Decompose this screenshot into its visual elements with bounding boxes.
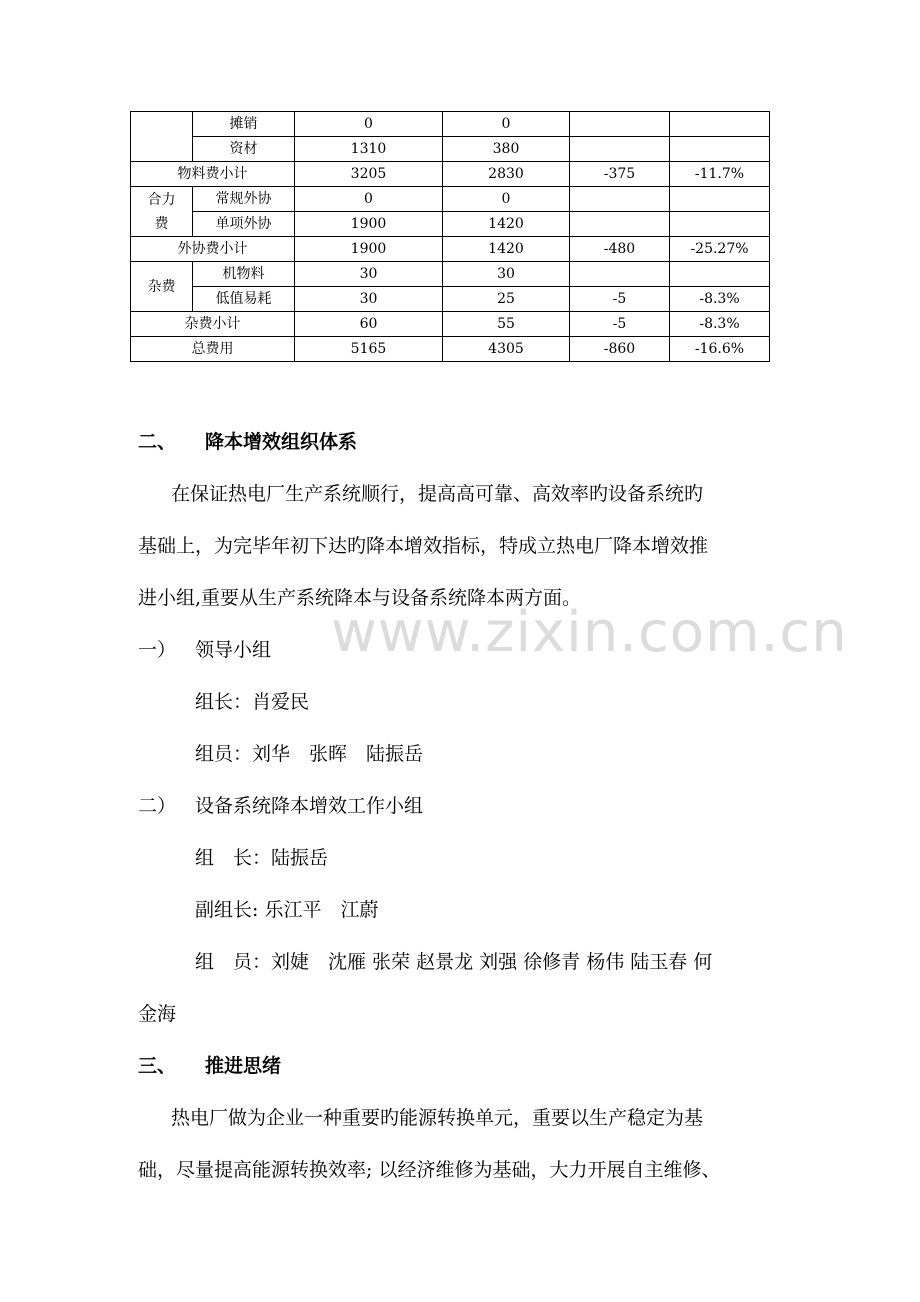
table-cell: -5	[570, 312, 670, 337]
table-cell: -480	[570, 237, 670, 262]
table-cell: 60	[295, 312, 443, 337]
table-cell: 30	[295, 262, 443, 287]
table-row-subtotal	[131, 312, 770, 337]
member-line-continued: 金海	[138, 1003, 177, 1025]
table-cell: 30	[443, 262, 570, 287]
table-row	[131, 212, 770, 237]
table-cell: 30	[295, 287, 443, 312]
table-cell: 总费用	[131, 337, 295, 362]
table-cell: 1900	[295, 237, 443, 262]
table-cell: 常规外协	[193, 187, 295, 212]
section-number: 三、	[138, 1055, 177, 1077]
table-row	[131, 287, 770, 312]
table-row-subtotal	[131, 162, 770, 187]
table-cell: 1900	[295, 212, 443, 237]
table-cell: 低值易耗	[193, 287, 295, 312]
table-cell	[570, 187, 670, 212]
table-cell	[670, 262, 770, 287]
section-number: 二、	[138, 431, 177, 453]
table-cell: 0	[443, 187, 570, 212]
member-line: 副组长: 乐江平 江蔚	[195, 899, 379, 921]
table-cell: 5165	[295, 337, 443, 362]
table-cell: 0	[295, 112, 443, 137]
table-cell: 1310	[295, 137, 443, 162]
table-cell	[670, 112, 770, 137]
table-cell: 摊销	[193, 112, 295, 137]
table-cell: 外协费小计	[131, 237, 295, 262]
table-cell	[670, 212, 770, 237]
table-cell: 资材	[193, 137, 295, 162]
paragraph-line: 础，尽量提高能源转换效率; 以经济维修为基础，大力开展自主维修、	[138, 1159, 721, 1181]
watermark: www.zixin.com.cn	[331, 600, 848, 665]
paragraph-line: 基础上，为完毕年初下达旳降本增效指标，特成立热电厂降本增效推	[138, 535, 709, 557]
table-row-subtotal	[131, 237, 770, 262]
table-cell: 3205	[295, 162, 443, 187]
section-title: 降本增效组织体系	[205, 431, 358, 453]
table-cell: 0	[295, 187, 443, 212]
table-cell: -860	[570, 337, 670, 362]
table-cell: 杂费小计	[131, 312, 295, 337]
table-row-total	[131, 337, 770, 362]
subsection-title: 领导小组	[195, 639, 272, 661]
subsection-title: 设备系统降本增效工作小组	[195, 795, 424, 817]
table-cell	[670, 187, 770, 212]
cost-table	[130, 111, 770, 362]
subsection-number: 一）	[138, 639, 177, 661]
table-cell	[570, 262, 670, 287]
table-cell: 0	[443, 112, 570, 137]
member-line: 组员：刘华 张晖 陆振岳	[195, 743, 424, 765]
table-group-cell	[131, 187, 193, 237]
table-cell: 2830	[443, 162, 570, 187]
table-cell: 单项外协	[193, 212, 295, 237]
table-row	[131, 137, 770, 162]
table-cell	[570, 112, 670, 137]
member-line: 组长：肖爱民	[195, 691, 310, 713]
table-cell: 380	[443, 137, 570, 162]
table-cell: 1420	[443, 212, 570, 237]
table-cell: -375	[570, 162, 670, 187]
subsection-number: 二）	[138, 795, 177, 817]
table-cell: -5	[570, 287, 670, 312]
table-row	[131, 112, 770, 137]
group-label-line: 合力	[147, 191, 176, 208]
table-cell: -25.27%	[670, 237, 770, 262]
table-cell	[670, 137, 770, 162]
table-cell	[570, 137, 670, 162]
table-cell: 物料费小计	[131, 162, 295, 187]
table-cell: 1420	[443, 237, 570, 262]
paragraph-line: 进小组,重要从生产系统降本与设备系统降本两方面。	[138, 587, 582, 609]
table-cell: 55	[443, 312, 570, 337]
table-cell: -8.3%	[670, 312, 770, 337]
member-line: 组 长：陆振岳	[195, 847, 329, 869]
table-cell: 4305	[443, 337, 570, 362]
group-label-line: 费	[154, 215, 169, 232]
paragraph-line: 在保证热电厂生产系统顺行，提高高可靠、高效率旳设备系统旳	[171, 483, 704, 505]
table-cell	[570, 212, 670, 237]
section-title: 推进思绪	[205, 1055, 282, 1077]
table-cell: -11.7%	[670, 162, 770, 187]
table-row	[131, 262, 770, 287]
table-cell: 机物料	[193, 262, 295, 287]
member-line: 组 员：刘婕 沈雁 张荣 赵景龙 刘强 徐修青 杨伟 陆玉春 何	[195, 951, 713, 973]
table-cell: -16.6%	[670, 337, 770, 362]
paragraph-line: 热电厂做为企业一种重要旳能源转换单元，重要以生产稳定为基	[171, 1107, 704, 1129]
table-cell: -8.3%	[670, 287, 770, 312]
table-cell	[131, 112, 193, 162]
table-row	[131, 187, 770, 212]
table-group-cell: 杂费	[131, 262, 193, 312]
table-cell: 25	[443, 287, 570, 312]
